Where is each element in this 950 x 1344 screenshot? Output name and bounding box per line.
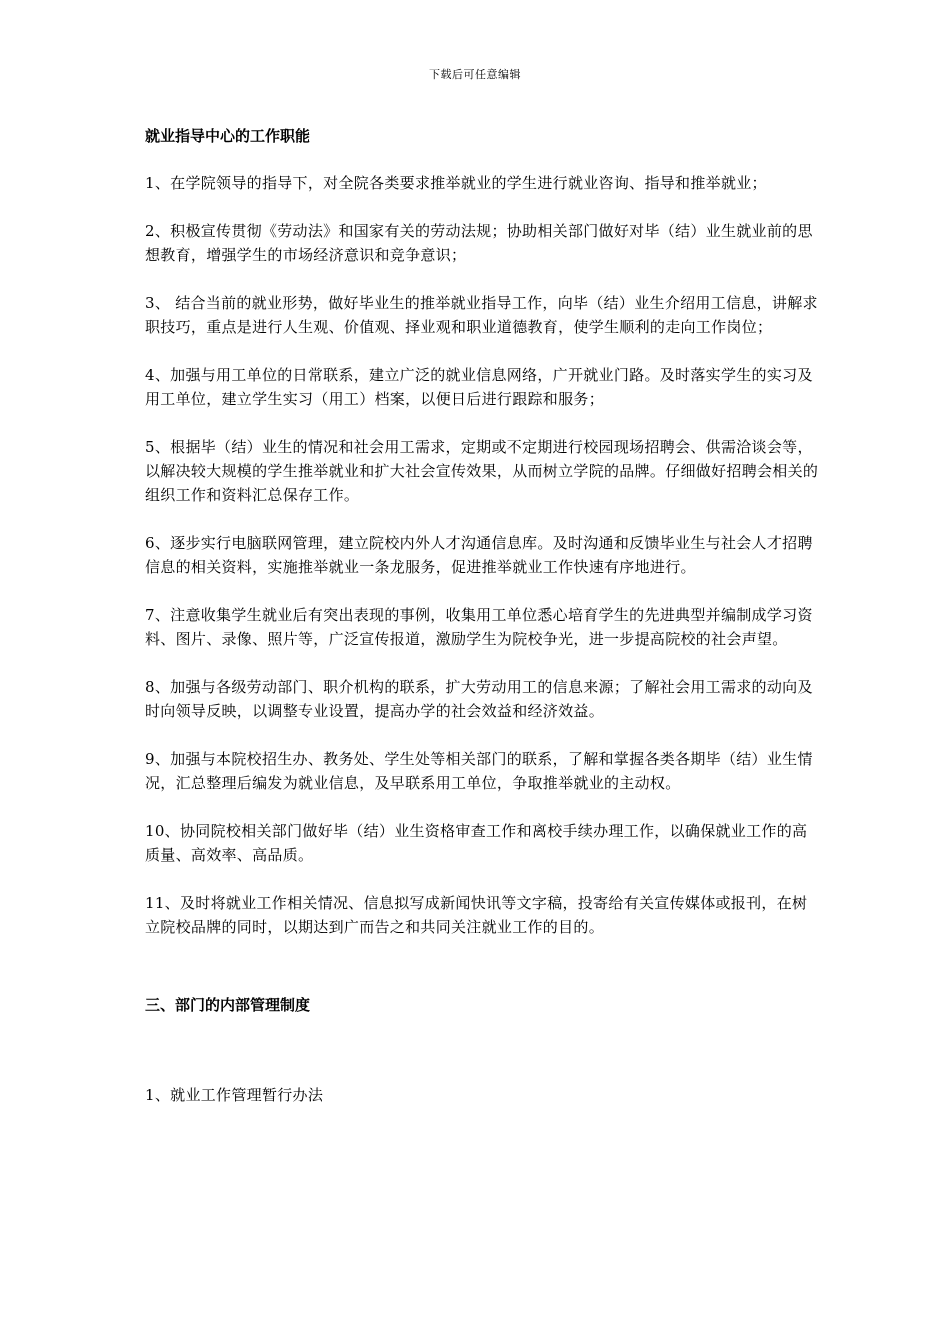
list-item: 8、加强与各级劳动部门、职介机构的联系，扩大劳动用工的信息来源；了解社会用工需求的动向及时向领导反映，以调整专业设置，提高办学的社会效益和经济效益。 bbox=[145, 678, 813, 720]
list-item: 1、在学院领导的指导下，对全院各类要求推举就业的学生进行就业咨询、指导和推举就业； bbox=[145, 174, 767, 192]
list-item: 11、及时将就业工作相关情况、信息拟写成新闻快讯等文字稿，投寄给有关宣传媒体或报刊，在树立院校品牌的同时，以期达到广而告之和共同关注就业工作的目的。 bbox=[145, 894, 808, 936]
document-body bbox=[145, 124, 820, 1107]
list-item: 5、根据毕（结）业生的情况和社会用工需求，定期或不定期进行校园现场招聘会、供需洽谈会等，以解决较大规模的学生推举就业和扩大社会宣传效果，从而树立学院的品牌。仔细做好招聘会相关的组织工作和资料汇总保存工作。 bbox=[145, 438, 819, 504]
list-item: 2、积极宣传贯彻《劳动法》和国家有关的劳动法规；协助相关部门做好对毕（结）业生就业前的思想教育，增强学生的市场经济意识和竞争意识； bbox=[145, 222, 813, 264]
list-item: 3、 结合当前的就业形势，做好毕业生的推举就业指导工作，向毕（结）业生介绍用工信息，讲解求职技巧，重点是进行人生观、价值观、择业观和职业道德教育，使学生顺利的走向工作岗位； bbox=[145, 294, 818, 336]
header-note: 下载后可任意编辑 bbox=[429, 68, 521, 81]
document-title: 就业指导中心的工作职能 bbox=[145, 127, 311, 145]
list-item: 10、协同院校相关部门做好毕（结）业生资格审查工作和离校手续办理工作，以确保就业工作的高质量、高效率、高品质。 bbox=[145, 822, 808, 864]
section-title: 三、部门的内部管理制度 bbox=[145, 996, 311, 1014]
list-item: 4、加强与用工单位的日常联系，建立广泛的就业信息网络，广开就业门路。及时落实学生的实习及用工单位，建立学生实习（用工）档案，以便日后进行跟踪和服务； bbox=[145, 366, 813, 408]
list-item: 7、注意收集学生就业后有突出表现的事例，收集用工单位悉心培育学生的先进典型并编制成学习资料、图片、录像、照片等，广泛宣传报道，激励学生为院校争光，进一步提高院校的社会声望。 bbox=[145, 606, 813, 648]
list-item: 9、加强与本院校招生办、教务处、学生处等相关部门的联系，了解和掌握各类各期毕（结）业生情况，汇总整理后编发为就业信息，及早联系用工单位，争取推举就业的主动权。 bbox=[145, 750, 813, 792]
list-item: 6、逐步实行电脑联网管理，建立院校内外人才沟通信息库。及时沟通和反馈毕业生与社会人才招聘信息的相关资料，实施推举就业一条龙服务，促进推举就业工作快速有序地进行。 bbox=[145, 534, 813, 576]
sub-item: 1、就业工作管理暂行办法 bbox=[145, 1086, 324, 1104]
